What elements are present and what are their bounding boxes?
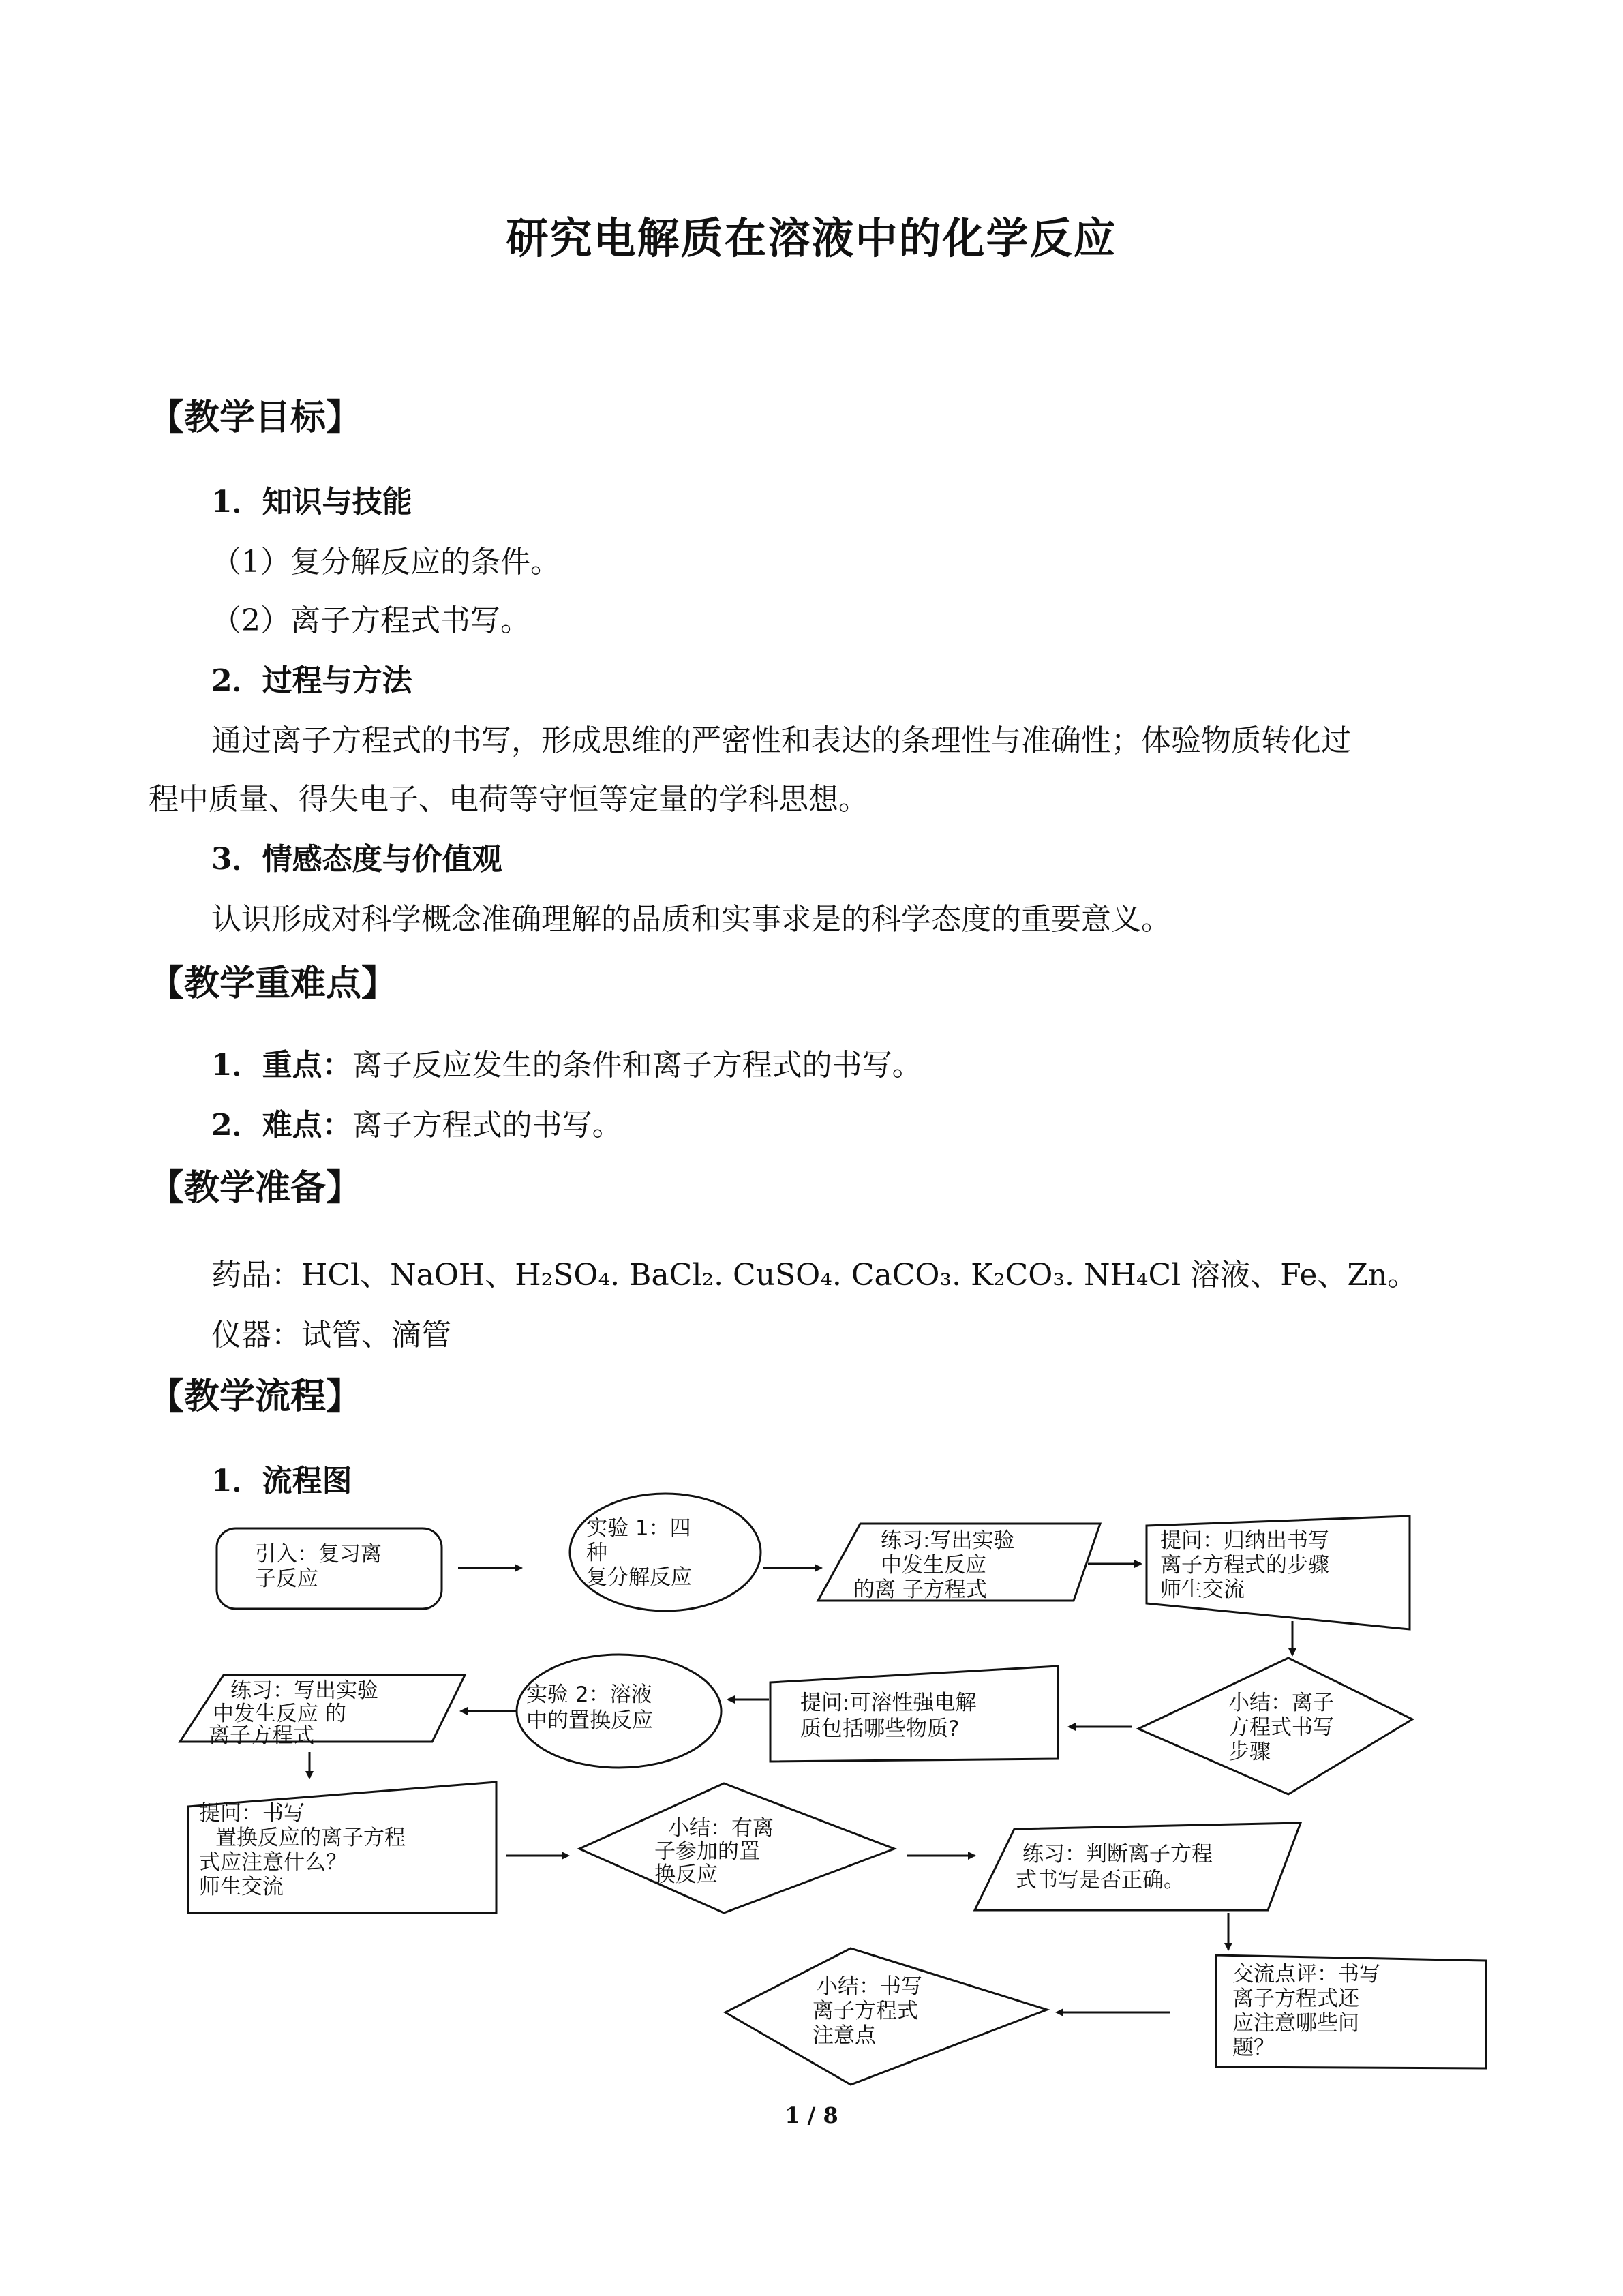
key-point-2-text: 离子方程式的书写。 [352,1108,622,1143]
flow-node-10-label: 小结：有离子参加的置换反应 [654,1816,774,1887]
prep-tools-text: 试管、滴管 [301,1318,451,1353]
goal-paragraph-3: 认识形成对科学概念准确理解的品质和实事求是的科学态度的重要意义。 [211,902,1171,937]
flow-node-11-shape [975,1823,1301,1910]
flow-node-3-label: 练习:写出实验中发生反应的离 子方程式 [853,1528,1015,1602]
process-heading-1: 1．流程图 [211,1464,352,1498]
goal-item-2: （2）离子方程式书写。 [211,603,530,638]
key-point-1-text: 离子反应发生的条件和离子方程式的书写。 [352,1048,922,1083]
goal-heading-2: 2．过程与方法 [211,663,412,698]
key-point-2-label: 2．难点： [211,1108,352,1143]
prep-drugs-text: HCl、NaOH、H₂SO₄. BaCl₂. CuSO₄. CaCO₃. K₂CO₃. NH₄Cl 溶液、Fe、Zn。 [301,1258,1418,1293]
section-heading-goals: 【教学目标】 [149,397,362,438]
flow-node-9-label: 提问：书写置换反应的离子方程式应注意什么？师生交流 [199,1801,406,1899]
flow-node-11-label: 练习：判断离子方程式书写是否正确。 [1016,1842,1213,1892]
section-heading-key-points: 【教学重难点】 [149,963,397,1004]
flow-node-4-label: 提问：归纳出书写离子方程式的步骤师生交流 [1160,1528,1329,1602]
flow-node-5-label: 小结：离子方程式书写步骤 [1228,1691,1334,1764]
goal-heading-3: 3．情感态度与价值观 [211,842,502,877]
flow-node-1-shape [217,1528,442,1609]
goal-heading-1: 1．知识与技能 [211,485,412,519]
flow-node-13-label: 小结：书写离子方程式注意点 [813,1974,922,2048]
key-point-1-label: 1．重点： [211,1048,352,1083]
goal-paragraph-1a: 通过离子方程式的书写，形成思维的严密性和表达的条理性与准确性；体验物质转化过 [211,723,1351,758]
page-title: 研究电解质在溶液中的化学反应 [506,213,1117,263]
flow-node-1-label: 引入：复习离子反应 [255,1542,382,1591]
page-number: 1 / 8 [785,2102,838,2128]
flow-node-12-label: 交流点评：书写离子方程式还应注意哪些问题？ [1232,1962,1380,2060]
section-heading-prep: 【教学准备】 [149,1167,362,1209]
flow-node-8-label: 练习：写出实验中发生反应 的离子方程式 [209,1678,378,1748]
prep-tools-label: 仪器： [211,1318,301,1353]
flow-node-6-label: 提问:可溶性强电解质包括哪些物质? [800,1691,977,1741]
goal-item-1: （1）复分解反应的条件。 [211,545,560,579]
flow-node-2-label: 实验 1：四种复分解反应 [586,1516,692,1590]
section-heading-process: 【教学流程】 [149,1376,362,1417]
goal-paragraph-1b: 程中质量、得失电子、电荷等守恒等定量的学科思想。 [149,782,868,817]
prep-drugs-label: 药品： [211,1258,301,1293]
flow-node-7-label: 实验 2：溶液中的置换反应 [526,1682,653,1733]
